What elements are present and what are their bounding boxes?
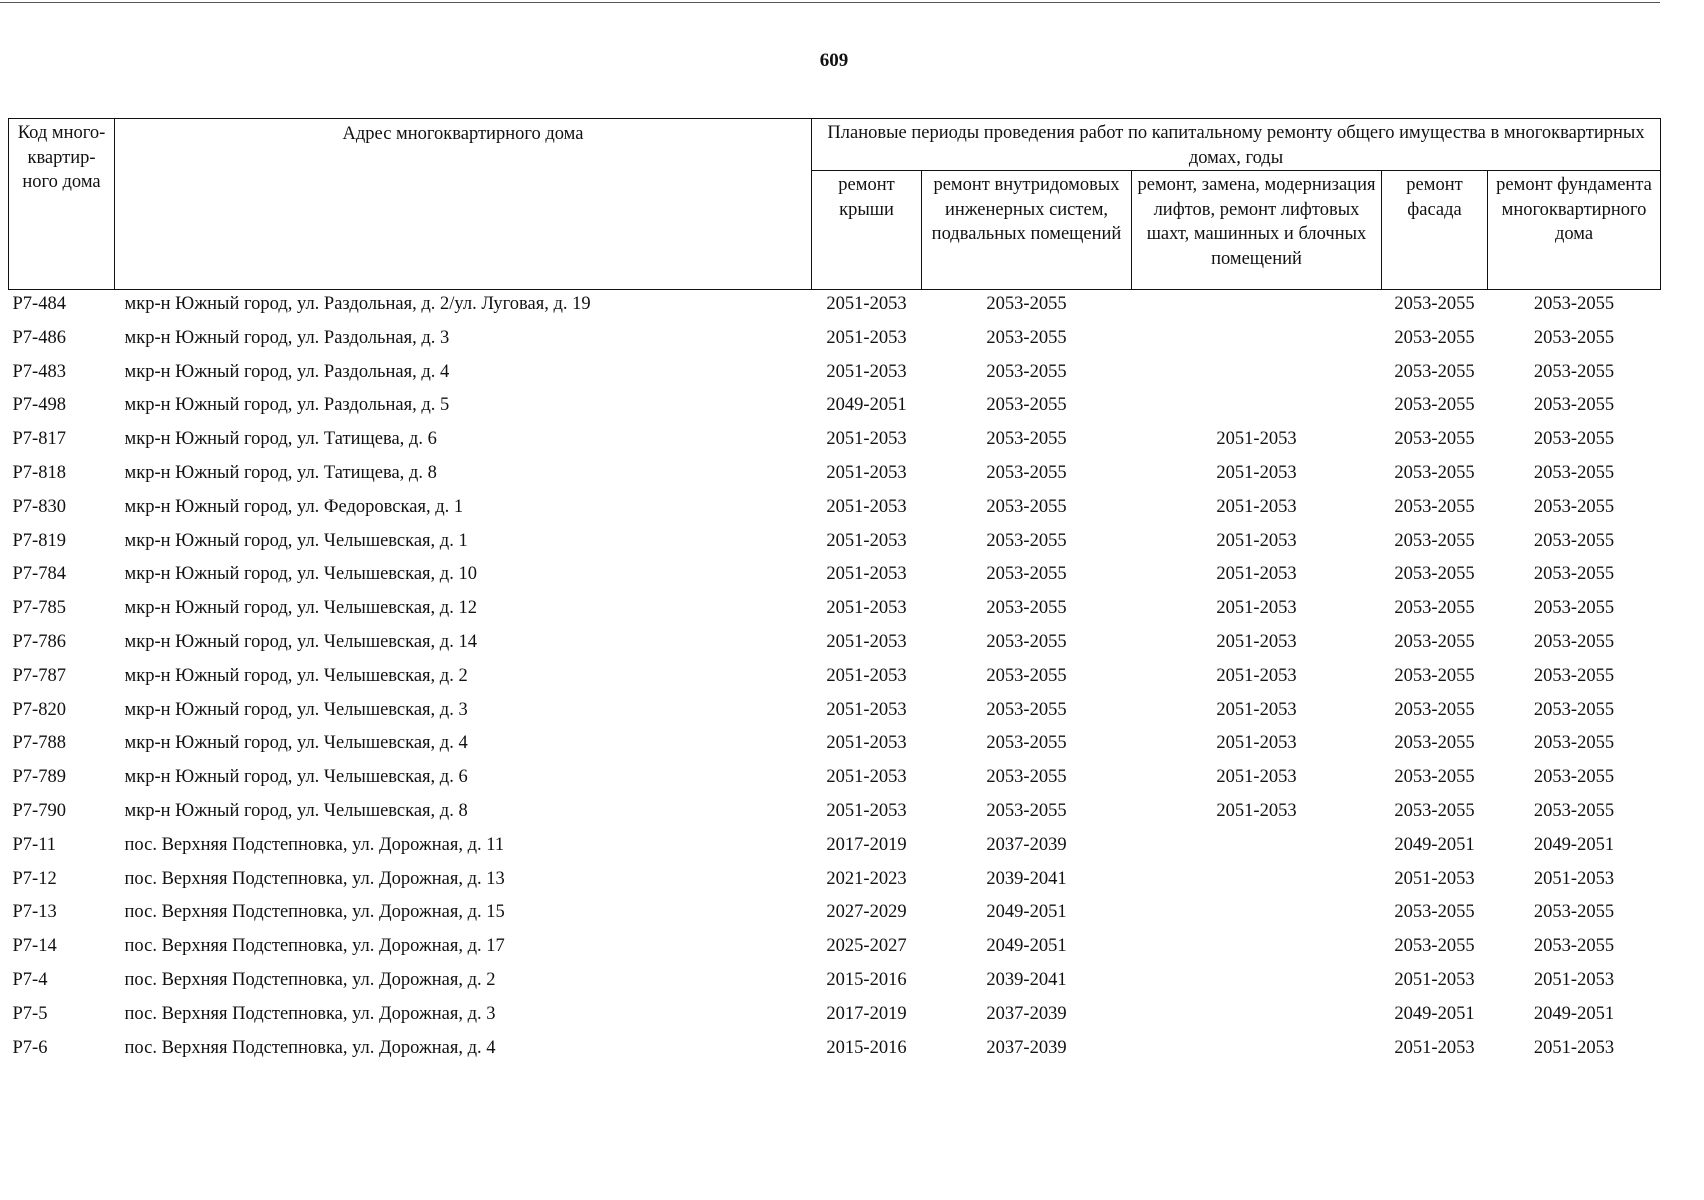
cell-foundation: 2053-2055	[1533, 733, 1615, 754]
cell-address: пос. Верхняя Подстепновка, ул. Дорожная, д. 4	[124, 1037, 496, 1058]
cell-address: мкр-н Южный город, ул. Челышевская, д. 1	[124, 530, 468, 551]
table-row	[9, 797, 1661, 831]
cell-systems: 2039-2041	[986, 868, 1067, 889]
table-row	[9, 628, 1661, 662]
cell-systems: 2053-2055	[986, 598, 1067, 619]
cell-code: P7-818	[12, 462, 66, 483]
cell-foundation: 2053-2055	[1533, 395, 1615, 416]
cell-address: мкр-н Южный город, ул. Раздольная, д. 2/ул. Луговая, д. 19	[124, 294, 591, 314]
table-row	[9, 729, 1661, 763]
cell-lifts: 2051-2053	[1216, 699, 1297, 720]
cell-facade: 2051-2053	[1394, 969, 1475, 990]
cell-lifts	[1132, 1000, 1382, 1034]
table-body	[9, 290, 1661, 1068]
cell-foundation: 2053-2055	[1533, 699, 1615, 720]
cell-roof: 2051-2053	[826, 767, 907, 788]
cell-foundation: 2053-2055	[1533, 361, 1615, 382]
cell-address: мкр-н Южный город, ул. Раздольная, д. 3	[124, 327, 450, 348]
cell-roof: 2021-2023	[826, 868, 907, 889]
cell-code: P7-788	[12, 733, 66, 754]
cell-address: пос. Верхняя Подстепновка, ул. Дорожная, д. 2	[124, 969, 496, 990]
cell-foundation: 2053-2055	[1533, 936, 1615, 957]
cell-roof: 2051-2053	[826, 361, 907, 382]
cell-facade: 2051-2053	[1394, 868, 1475, 889]
cell-foundation: 2053-2055	[1533, 496, 1615, 517]
cell-systems: 2053-2055	[986, 800, 1067, 821]
cell-code: P7-486	[12, 327, 66, 348]
table-row	[9, 358, 1661, 392]
cell-systems: 2053-2055	[986, 361, 1067, 382]
cell-address: мкр-н Южный город, ул. Раздольная, д. 4	[124, 361, 450, 382]
cell-foundation: 2053-2055	[1533, 767, 1615, 788]
cell-address: мкр-н Южный город, ул. Татищева, д. 8	[124, 462, 437, 483]
cell-address: мкр-н Южный город, ул. Челышевская, д. 3	[124, 699, 468, 720]
cell-roof: 2049-2051	[826, 395, 907, 416]
cell-roof: 2051-2053	[826, 462, 907, 483]
table-row	[9, 898, 1661, 932]
header-foundation: ремонт фундамента многоквартирного дома	[1488, 171, 1661, 290]
cell-foundation: 2053-2055	[1533, 902, 1615, 923]
cell-foundation: 2053-2055	[1533, 665, 1615, 686]
cell-systems: 2049-2051	[986, 902, 1067, 923]
cell-code: P7-4	[12, 969, 48, 990]
table-header	[9, 119, 1661, 290]
cell-systems: 2053-2055	[986, 327, 1067, 348]
cell-roof: 2051-2053	[826, 800, 907, 821]
header-code: Код много-квартир-ного дома	[9, 119, 115, 290]
table-row	[9, 324, 1661, 358]
cell-systems: 2053-2055	[986, 699, 1067, 720]
cell-code: P7-817	[12, 429, 66, 450]
cell-foundation: 2053-2055	[1533, 631, 1615, 652]
cell-code: P7-790	[12, 800, 66, 821]
table-row	[9, 527, 1661, 561]
cell-systems: 2053-2055	[986, 733, 1067, 754]
table-row	[9, 763, 1661, 797]
cell-foundation: 2049-2051	[1533, 834, 1615, 855]
repair-schedule-table	[8, 118, 1661, 1067]
cell-facade: 2053-2055	[1394, 294, 1475, 314]
cell-facade: 2053-2055	[1394, 395, 1475, 416]
cell-roof: 2017-2019	[826, 1003, 907, 1024]
cell-facade: 2053-2055	[1394, 699, 1475, 720]
cell-lifts: 2051-2053	[1216, 429, 1297, 450]
cell-code: P7-830	[12, 496, 66, 517]
cell-lifts	[1132, 290, 1382, 324]
cell-systems: 2039-2041	[986, 969, 1067, 990]
cell-facade: 2053-2055	[1394, 530, 1475, 551]
page-number: 609	[819, 50, 849, 71]
cell-address: мкр-н Южный город, ул. Челышевская, д. 10	[124, 564, 477, 585]
cell-facade: 2051-2053	[1394, 1037, 1475, 1058]
cell-roof: 2051-2053	[826, 598, 907, 619]
table-row	[9, 493, 1661, 527]
cell-address: мкр-н Южный город, ул. Челышевская, д. 6	[124, 767, 468, 788]
cell-systems: 2053-2055	[986, 496, 1067, 517]
cell-lifts	[1132, 966, 1382, 1000]
cell-lifts: 2051-2053	[1216, 733, 1297, 754]
cell-lifts: 2051-2053	[1216, 564, 1297, 585]
cell-facade: 2053-2055	[1394, 429, 1475, 450]
cell-code: P7-819	[12, 530, 66, 551]
cell-address: мкр-н Южный город, ул. Челышевская, д. 12	[124, 598, 477, 619]
cell-address: пос. Верхняя Подстепновка, ул. Дорожная, д. 17	[124, 936, 505, 957]
cell-systems: 2053-2055	[986, 395, 1067, 416]
cell-roof: 2051-2053	[826, 699, 907, 720]
cell-systems: 2053-2055	[986, 665, 1067, 686]
cell-facade: 2053-2055	[1394, 462, 1475, 483]
cell-code: P7-483	[12, 361, 66, 382]
cell-lifts: 2051-2053	[1216, 462, 1297, 483]
cell-code: P7-484	[12, 294, 66, 314]
cell-address: мкр-н Южный город, ул. Федоровская, д. 1	[124, 496, 464, 517]
cell-foundation: 2051-2053	[1533, 868, 1615, 889]
cell-systems: 2053-2055	[986, 429, 1067, 450]
cell-lifts	[1132, 1034, 1382, 1068]
table-row	[9, 831, 1661, 865]
cell-address: пос. Верхняя Подстепновка, ул. Дорожная, д. 13	[124, 868, 505, 889]
table-row	[9, 594, 1661, 628]
cell-foundation: 2053-2055	[1533, 294, 1615, 314]
cell-roof: 2051-2053	[826, 665, 907, 686]
table-row	[9, 1000, 1661, 1034]
table-row	[9, 932, 1661, 966]
cell-roof: 2051-2053	[826, 327, 907, 348]
cell-lifts	[1132, 932, 1382, 966]
cell-lifts	[1132, 898, 1382, 932]
cell-code: P7-784	[12, 564, 66, 585]
cell-lifts: 2051-2053	[1216, 665, 1297, 686]
cell-roof: 2051-2053	[826, 631, 907, 652]
cell-roof: 2017-2019	[826, 834, 907, 855]
cell-lifts: 2051-2053	[1216, 598, 1297, 619]
cell-foundation: 2053-2055	[1533, 800, 1615, 821]
cell-address: мкр-н Южный город, ул. Челышевская, д. 4	[124, 733, 468, 754]
cell-systems: 2053-2055	[986, 462, 1067, 483]
cell-systems: 2037-2039	[986, 1037, 1067, 1058]
cell-roof: 2015-2016	[826, 1037, 907, 1058]
cell-address: мкр-н Южный город, ул. Раздольная, д. 5	[124, 395, 450, 416]
cell-foundation: 2053-2055	[1533, 564, 1615, 585]
cell-roof: 2051-2053	[826, 294, 907, 314]
cell-address: пос. Верхняя Подстепновка, ул. Дорожная, д. 15	[124, 902, 505, 923]
cell-facade: 2049-2051	[1394, 834, 1475, 855]
cell-address: мкр-н Южный город, ул. Татищева, д. 6	[124, 429, 437, 450]
cell-code: P7-5	[12, 1003, 48, 1024]
cell-code: P7-13	[12, 902, 57, 923]
table-row	[9, 662, 1661, 696]
cell-code: P7-820	[12, 699, 66, 720]
cell-facade: 2053-2055	[1394, 598, 1475, 619]
cell-foundation: 2053-2055	[1533, 530, 1615, 551]
cell-facade: 2053-2055	[1394, 327, 1475, 348]
cell-lifts: 2051-2053	[1216, 767, 1297, 788]
cell-address: мкр-н Южный город, ул. Челышевская, д. 14	[124, 631, 477, 652]
table-row	[9, 696, 1661, 730]
cell-code: P7-498	[12, 395, 66, 416]
cell-code: P7-11	[12, 834, 57, 855]
cell-lifts	[1132, 324, 1382, 358]
table-row	[9, 290, 1661, 324]
cell-systems: 2049-2051	[986, 936, 1067, 957]
cell-systems: 2037-2039	[986, 1003, 1067, 1024]
cell-systems: 2053-2055	[986, 564, 1067, 585]
cell-foundation: 2053-2055	[1533, 429, 1615, 450]
cell-roof: 2051-2053	[826, 496, 907, 517]
table-row	[9, 865, 1661, 899]
cell-roof: 2025-2027	[826, 936, 907, 957]
cell-systems: 2037-2039	[986, 834, 1067, 855]
cell-lifts	[1132, 865, 1382, 899]
cell-foundation: 2051-2053	[1533, 1037, 1615, 1058]
top-rule	[0, 2, 1660, 3]
cell-lifts: 2051-2053	[1216, 530, 1297, 551]
cell-code: P7-6	[12, 1037, 48, 1058]
cell-facade: 2053-2055	[1394, 800, 1475, 821]
cell-lifts: 2051-2053	[1216, 800, 1297, 821]
header-facade: ремонт фасада	[1382, 171, 1488, 290]
cell-systems: 2053-2055	[986, 530, 1067, 551]
cell-lifts	[1132, 391, 1382, 425]
cell-address: пос. Верхняя Подстепновка, ул. Дорожная, д. 3	[124, 1003, 496, 1024]
cell-systems: 2053-2055	[986, 631, 1067, 652]
cell-address: мкр-н Южный город, ул. Челышевская, д. 2	[124, 665, 468, 686]
cell-facade: 2053-2055	[1394, 902, 1475, 923]
cell-facade: 2053-2055	[1394, 767, 1475, 788]
cell-foundation: 2053-2055	[1533, 598, 1615, 619]
cell-facade: 2053-2055	[1394, 733, 1475, 754]
cell-code: P7-14	[12, 936, 57, 957]
cell-roof: 2051-2053	[826, 530, 907, 551]
cell-facade: 2053-2055	[1394, 496, 1475, 517]
cell-foundation: 2049-2051	[1533, 1003, 1615, 1024]
cell-facade: 2053-2055	[1394, 665, 1475, 686]
header-address: Адрес многоквартирного дома	[115, 119, 812, 290]
cell-roof: 2051-2053	[826, 733, 907, 754]
cell-code: P7-12	[12, 868, 57, 889]
table-row	[9, 1034, 1661, 1068]
cell-lifts	[1132, 358, 1382, 392]
cell-roof: 2051-2053	[826, 429, 907, 450]
cell-code: P7-787	[12, 665, 66, 686]
cell-lifts	[1132, 831, 1382, 865]
cell-foundation: 2053-2055	[1533, 327, 1615, 348]
cell-facade: 2049-2051	[1394, 1003, 1475, 1024]
table-row	[9, 560, 1661, 594]
header-roof: ремонт крыши	[812, 171, 922, 290]
cell-roof: 2015-2016	[826, 969, 907, 990]
cell-code: P7-785	[12, 598, 66, 619]
cell-lifts: 2051-2053	[1216, 631, 1297, 652]
cell-facade: 2053-2055	[1394, 564, 1475, 585]
cell-facade: 2053-2055	[1394, 936, 1475, 957]
cell-systems: 2053-2055	[986, 294, 1067, 314]
cell-foundation: 2053-2055	[1533, 462, 1615, 483]
cell-code: P7-786	[12, 631, 66, 652]
cell-address: пос. Верхняя Подстепновка, ул. Дорожная, д. 11	[124, 834, 505, 855]
cell-address: мкр-н Южный город, ул. Челышевская, д. 8	[124, 800, 468, 821]
cell-lifts: 2051-2053	[1216, 496, 1297, 517]
header-systems: ремонт внутридомовых инженерных систем, подвальных помещений	[922, 171, 1132, 290]
header-lifts: ремонт, замена, модернизация лифтов, ремонт лифтовых шахт, машинных и блочных помещений	[1132, 171, 1382, 290]
cell-facade: 2053-2055	[1394, 361, 1475, 382]
table-row	[9, 425, 1661, 459]
header-periods: Плановые периоды проведения работ по капитальному ремонту общего имущества в многоквартирных домах, годы	[812, 119, 1661, 171]
table-row	[9, 459, 1661, 493]
cell-roof: 2051-2053	[826, 564, 907, 585]
cell-foundation: 2051-2053	[1533, 969, 1615, 990]
cell-roof: 2027-2029	[826, 902, 907, 923]
cell-code: P7-789	[12, 767, 66, 788]
cell-systems: 2053-2055	[986, 767, 1067, 788]
cell-facade: 2053-2055	[1394, 631, 1475, 652]
table-row	[9, 391, 1661, 425]
table-row	[9, 966, 1661, 1000]
